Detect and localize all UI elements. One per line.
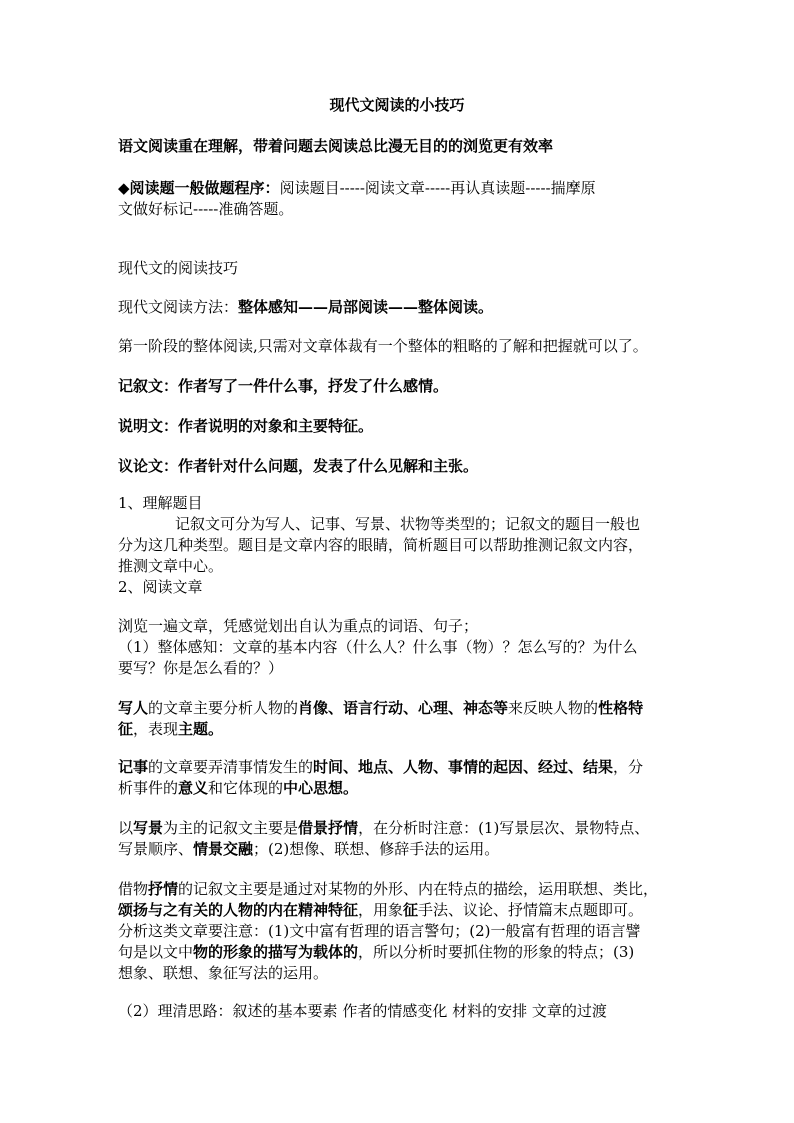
section1-line-1: 记叙文可分为写人、记事、写景、状物等类型的；记叙文的题目一般也 xyxy=(175,515,641,533)
person-text: 来反映人物的 xyxy=(508,699,599,717)
scenery-line-2 xyxy=(118,839,684,860)
event-text: ，分 xyxy=(613,758,644,776)
browse-line: 浏览一遍文章，凭感觉划出自认为重点的词语、句子； xyxy=(118,617,479,635)
person-line-1 xyxy=(118,698,684,719)
method-steps: 整体感知——局部阅读——整体阅读。 xyxy=(238,298,494,316)
clarify-line: （2）理清思路：叙述的基本要素 作者的情感变化 材料的安排 文章的过渡 xyxy=(118,1002,607,1020)
objects-line-2 xyxy=(118,900,684,921)
procedure-line-1 xyxy=(118,178,684,199)
event-text: 和它体现的 xyxy=(208,779,284,797)
event-text: 的文章要弄清事情发生的 xyxy=(148,758,314,776)
overall-line-1: （1）整体感知：文章的基本内容（什么人？什么事（物）？怎么写的？为什么 xyxy=(118,638,638,656)
objects-text: 句是以文中 xyxy=(118,943,194,961)
method-prefix: 现代文阅读方法： xyxy=(118,298,239,316)
event-central-idea: 中心思想。 xyxy=(283,779,359,797)
scenery-text: ；(2)想像、联想、修辞手法的运用。 xyxy=(253,840,500,858)
objects-text: 借物 xyxy=(118,880,149,898)
section1 xyxy=(118,493,684,598)
section1-line-3: 推测文章中心。 xyxy=(118,557,224,575)
objects-symbol: 征 xyxy=(403,901,419,919)
person-theme: 主题。 xyxy=(178,720,224,738)
scenery-text: 为主的记叙文主要是 xyxy=(163,819,299,837)
event-meaning: 意义 xyxy=(178,779,209,797)
argumentative-line: 议论文：作者针对什么问题，发表了什么见解和主张。 xyxy=(118,457,479,475)
objects-carrier: 物的形象的描写为载体的 xyxy=(193,943,359,961)
scenery-term: 写景 xyxy=(133,819,164,837)
event-paragraph xyxy=(118,757,684,799)
expository-line: 说明文：作者说明的对象和主要特征。 xyxy=(118,417,374,435)
section1-heading: 1、理解题目 xyxy=(118,494,203,512)
scenery-text: 写景顺序、 xyxy=(118,840,194,858)
person-term: 写人 xyxy=(118,699,149,717)
person-aspects: 肖像、语言行动、心理、神态等 xyxy=(298,699,509,717)
event-term: 记事 xyxy=(118,758,149,776)
event-line-2 xyxy=(118,778,684,799)
event-elements: 时间、地点、人物、事情的起因、经过、结果 xyxy=(313,758,614,776)
scenery-line-1 xyxy=(118,818,684,839)
skills-heading: 现代文的阅读技巧 xyxy=(118,259,239,277)
bullet-icon: ◆ xyxy=(118,179,130,197)
objects-term: 抒情 xyxy=(148,880,179,898)
narrative-line: 记叙文：作者写了一件什么事，抒发了什么感情。 xyxy=(118,377,449,395)
objects-text: ，用象 xyxy=(358,901,404,919)
browse-paragraph xyxy=(118,616,684,679)
person-paragraph xyxy=(118,698,684,740)
scenery-paragraph xyxy=(118,818,684,860)
objects-line-5: 想象、联想、象征写法的运用。 xyxy=(118,964,329,982)
objects-text: 的记叙文主要是通过对某物的外形、内在特点的描绘，运用联想、类比， xyxy=(178,880,659,898)
event-line-1 xyxy=(118,757,684,778)
procedure-steps: 阅读题目-----阅读文章-----再认真读题-----揣摩原 xyxy=(279,179,596,197)
section1-line-2: 分为这几种类型。题目是文章内容的眼睛，简析题目可以帮助推测记叙文内容， xyxy=(118,536,644,554)
procedure-paragraph xyxy=(118,178,684,220)
stage1-paragraph: 第一阶段的整体阅读,只需对文章体裁有一个整体的粗略的了解和把握就可以了。 xyxy=(118,337,648,355)
overall-line-2: 要写？你是怎么看的？） xyxy=(118,659,284,677)
scenery-text: ，在分析时注意：(1)写景层次、景物特点、 xyxy=(358,819,650,837)
method-line xyxy=(118,297,684,318)
procedure-label: 阅读题一般做题程序： xyxy=(129,179,280,197)
objects-line-4 xyxy=(118,942,684,963)
objects-paragraph xyxy=(118,879,684,984)
person-line-2 xyxy=(118,719,684,740)
person-character: 性格特 xyxy=(598,699,644,717)
person-text: ，表现 xyxy=(133,720,179,738)
objects-text: 手法、议论、抒情篇末点题即可。 xyxy=(418,901,644,919)
section2-heading: 2、阅读文章 xyxy=(118,578,203,596)
document-title: 现代文阅读的小技巧 xyxy=(329,96,465,114)
subtitle: 语文阅读重在理解，带着问题去阅读总比漫无目的的浏览更有效率 xyxy=(118,137,554,155)
scenery-method: 借景抒情 xyxy=(298,819,359,837)
procedure-line-2: 文做好标记-----准确答题。 xyxy=(118,200,294,218)
scenery-blend: 情景交融 xyxy=(193,840,254,858)
person-character: 征 xyxy=(118,720,134,738)
person-text: 的文章主要分析人物的 xyxy=(148,699,299,717)
objects-line-1 xyxy=(118,879,684,900)
objects-text: ，所以分析时要抓住物的形象的特点；(3) xyxy=(358,943,635,961)
objects-line-3: 分析这类文章要注意：(1)文中富有哲理的语言警句；(2)一般富有哲理的语言譬 xyxy=(118,922,641,940)
event-text: 析事件的 xyxy=(118,779,179,797)
objects-spirit: 颂扬与之有关的人物的内在精神特征 xyxy=(118,901,359,919)
scenery-text: 以 xyxy=(118,819,134,837)
